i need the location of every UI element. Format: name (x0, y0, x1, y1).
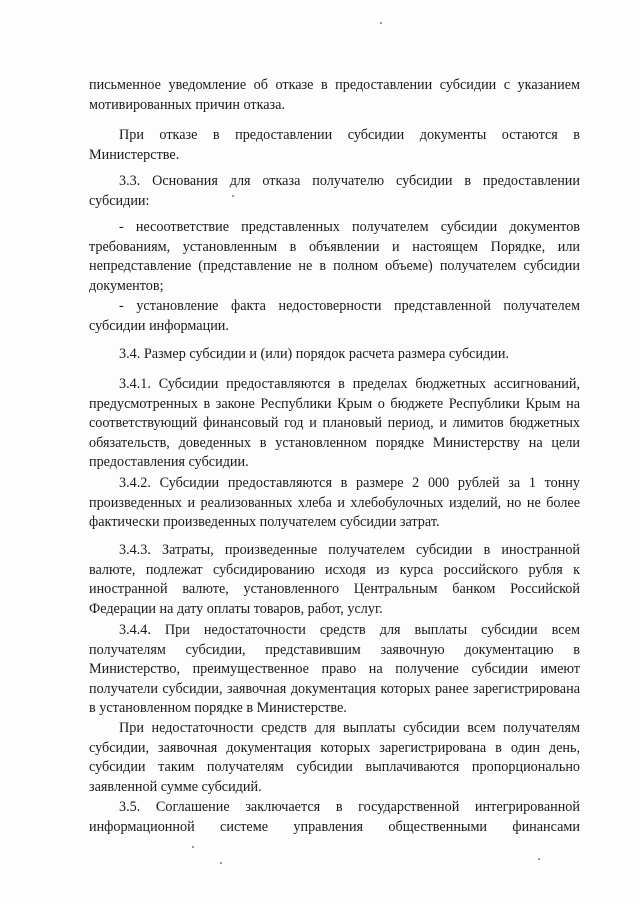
paragraph-ground-false-info: - установление факта недостоверности представленной получателем субсидии информации. (89, 298, 580, 334)
paragraph-ground-noncompliance: - несоответствие представленных получателем субсидии документов требованиям, установленным в объявлении и настоящем Порядке, или непредставление (представление не в полном объеме) получателем субсидии документов; (89, 219, 580, 294)
paragraph-3-4-3: 3.4.3. Затраты, произведенные получателем субсидии в иностранной валюте, подлежат субсидированию исходя из курса российского рубля к иностранной валюте, установленного Центральным банком Российской Федерации на дату оплаты товаров, работ, услуг. (89, 542, 580, 617)
paragraph-3-4-4: 3.4.4. При недостаточности средств для выплаты субсидии всем получателям субсидии, представившим заявочную документацию в Министерство, преимущественное право на получение субсидии имеют получатели субсидии, заявочная документация которых ранее зарегистрирована в установленном порядке в Министерстве. (89, 622, 580, 716)
paragraph-refusal-notice: письменное уведомление об отказе в предоставлении субсидии с указанием мотивированных причин отказа. (89, 77, 580, 113)
paragraph-proportional-payment: При недостаточности средств для выплаты субсидии всем получателям субсидии, заявочная документация которых зарегистрирована в один день, субсидии таким получателям субсидии выплачиваются пропорционально заявленной сумме субсидий. (89, 720, 580, 795)
scan-speck (232, 195, 234, 197)
paragraph-3-4-1: 3.4.1. Субсидии предоставляются в пределах бюджетных ассигнований, предусмотренных в законе Республики Крым о бюджете Республики Крым на соответствующий финансовый год и плановый период, и лимитов бюджетных обязательств, доведенных в установленном порядке Министерству на цели предоставления субсидии. (89, 376, 580, 470)
paragraph-3-3-grounds: 3.3. Основания для отказа получателю субсидии в предоставлении субсидии: (89, 173, 580, 209)
paragraph-3-4-2: 3.4.2. Субсидии предоставляются в размере 2 000 рублей за 1 тонну произведенных и реализованных хлеба и хлебобулочных изделий, но не более фактически произведенных получателем субсидии затрат. (89, 475, 580, 530)
scan-speck (538, 858, 540, 860)
paragraph-3-5-agreement: 3.5. Соглашение заключается в государственной интегрированной информационной системе управления общественными финансами (89, 799, 580, 835)
scan-speck (380, 22, 382, 24)
scan-speck (220, 862, 222, 864)
scan-speck (192, 846, 194, 848)
paragraph-documents-retained: При отказе в предоставлении субсидии документы остаются в Министерстве. (89, 127, 580, 163)
paragraph-3-4-amount: 3.4. Размер субсидии и (или) порядок расчета размера субсидии. (119, 346, 510, 362)
